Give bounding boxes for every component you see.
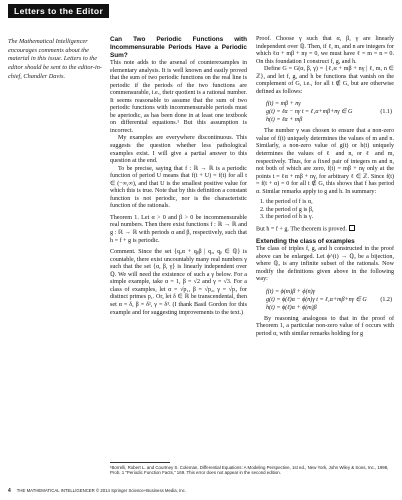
equation-line: f(t) = mβ + nγ — [266, 101, 301, 108]
paragraph: The class of triples f, g, and h constructed in the proof above can be enlarged. Let ϕ^(i) → ℚₐ be a bijection, where ℚₐ is any infinite subset of the rationals. Now modify the definitions given above in the following way: — [256, 245, 394, 283]
footnote-divider — [110, 462, 170, 463]
theorem-1: Theorem 1. Let α > 0 and β > 0 be incommensurable real numbers. Then there exist functions f : ℝ → ℝ and g : ℝ → ℝ with periods α and β, respectively, such that h = f + g is periodic. — [110, 214, 247, 244]
equation-1-2 — [266, 288, 394, 312]
paragraph: By reasoning analogous to that in the proof of Theorem 1, a particular non-zero value of f occurs with period α, with similar remarks holding for g — [256, 315, 394, 337]
conclusion — [256, 225, 394, 234]
footer-text: THE MATHEMATICAL INTELLIGENCER © 2014 Springer Science+Business Media, Inc. — [16, 488, 186, 493]
equation-line: g(t) = ℓα − nγ t = ℓ₁α+mβ+nγ ∈ G — [266, 109, 353, 116]
equation-line: h(t) = ℓα + mβ — [266, 117, 303, 124]
equation-label: (1.2) — [380, 296, 392, 303]
article-title: Can Two Periodic Functions with Incommensurable Periods Have a Periodic Sum? — [110, 36, 247, 59]
equation-line: g(t) = ϕ(ℓ)α − ϕ(n)γ t = ℓ₁α+mβ+nγ ∈ G — [266, 296, 367, 303]
proof: Proof. Choose γ such that α, β, γ are linearly independent over ℚ. Then, if ℓ, m, and n are integers for which ℓα + mβ + nγ = 0, we must have ℓ = m = n = 0. On this foundation I construct f, g, and h. — [256, 36, 394, 65]
equation-line: h(t) = ϕ(ℓ)α + ϕ(m)β — [266, 304, 317, 311]
paragraph: To be precise, saying that f : ℝ → ℝ is a periodic function of period U means that f(t + U) = f(t) for all t ∈ (−∞,∞), and that U is the smallest positive value for which this is true. Note that by this definition a constant function is not periodic, nor is the characteristic function of the rationals. — [110, 165, 247, 210]
conclusion-text: But h = f + g. The theorem is proved. — [256, 226, 347, 233]
footnote: ¹Borrelli, Robert L. and Courtney S. Coleman, Differential Equations: A Modeling Perspective, 1st ed., New York, John Wiley & Sons, Inc., 1998, Prob. 1 "Periodic Function Facts," 169. This error does not appear in the second edition. — [110, 465, 389, 476]
comment: Comment. Since the set {qₐα + qᵦβ | qₐ, qᵦ ∈ ℚ} is countable, there exist uncountably many real numbers γ such that the set {α, β, γ} is linearly independent over ℚ. We will need the existence of such a γ below. For a simple example, take α = 1, β = √2 and γ = √3. For a class of examples, let α = √p₁, β = √p₂, γ = √p₃ for distinct primes p₁. Or, let δ ∈ ℝ be transcendental, then set α = δ, β = δ², γ = δ³. (I thank Basil Gordon for this example and for suggesting improvements to the text.) — [110, 249, 247, 316]
equation-label: (1.1) — [380, 109, 392, 116]
article-column-2 — [256, 36, 394, 338]
equation-line: f(t) = ϕ(m)β + ϕ(n)γ — [266, 288, 316, 295]
qed-icon — [349, 225, 355, 231]
list-item: 2. the period of g is β, — [260, 206, 314, 213]
list-item: 1. the period of f is α, — [260, 199, 313, 206]
summary-list — [260, 199, 394, 222]
editor-note: The Mathematical Intelligencer encourages comments about the material in this issue. Letters to the editor should be sent to the editor-in-chief, Chandler Davis. — [8, 38, 102, 80]
paragraph: This note adds to the arsenal of counterexamples in elementary analysis. It is well known and easily proved that the sum of two periodic functions on the real line is periodic if the periods of the two functions are commensurable, i.e., their quotient is a rational number. It seems reasonable to assume that the sum of two periodic functions with incommensurable periods must be aperiodic, as has been done in at least one textbook on differential equations.¹ But this assumption is incorrect. — [110, 60, 247, 134]
section-heading: Extending the class of examples — [256, 237, 355, 245]
paragraph: My examples are everywhere discontinuous. This suggests the question whether less pathological examples exist. I will give a partial answer to this question at the end. — [110, 135, 247, 165]
equation-1-1 — [266, 100, 394, 124]
page-number: 4 — [8, 488, 11, 494]
header-bar — [0, 0, 402, 22]
list-item: 3. the period of h is γ. — [260, 214, 314, 221]
section-title: Letters to the Editor — [8, 4, 109, 18]
paragraph: Define G = G(α, β, γ) = {ℓ₁α + mβ + nγ | ℓ, m, n ∈ ℤ}, and let f, g, and h be functions that vanish on the complement of G, i.e., for all t ∉ G, but are otherwise defined as follows: — [256, 66, 394, 95]
page-footer — [8, 488, 394, 494]
article-column-1 — [110, 36, 247, 317]
paragraph: The number γ was chosen to ensure that a non-zero value of f(t) uniquely determines the values of m and n. Similarly, a non-zero value of g(t) or h(t) uniquely determines the values of ℓ and n, or ℓ and m, respectively. Thus, for a fixed pair of integers m and n, not both of which are zero, f(t) = mβ + nγ only at the points t = ℓα + mβ + nγ, for arbitrary ℓ ∈ ℤ. Since f(t) = f(t + α) = 0 for all t ∉ G, this shows that f has period α. Similar remarks apply to g and h. In summary: — [256, 128, 394, 195]
